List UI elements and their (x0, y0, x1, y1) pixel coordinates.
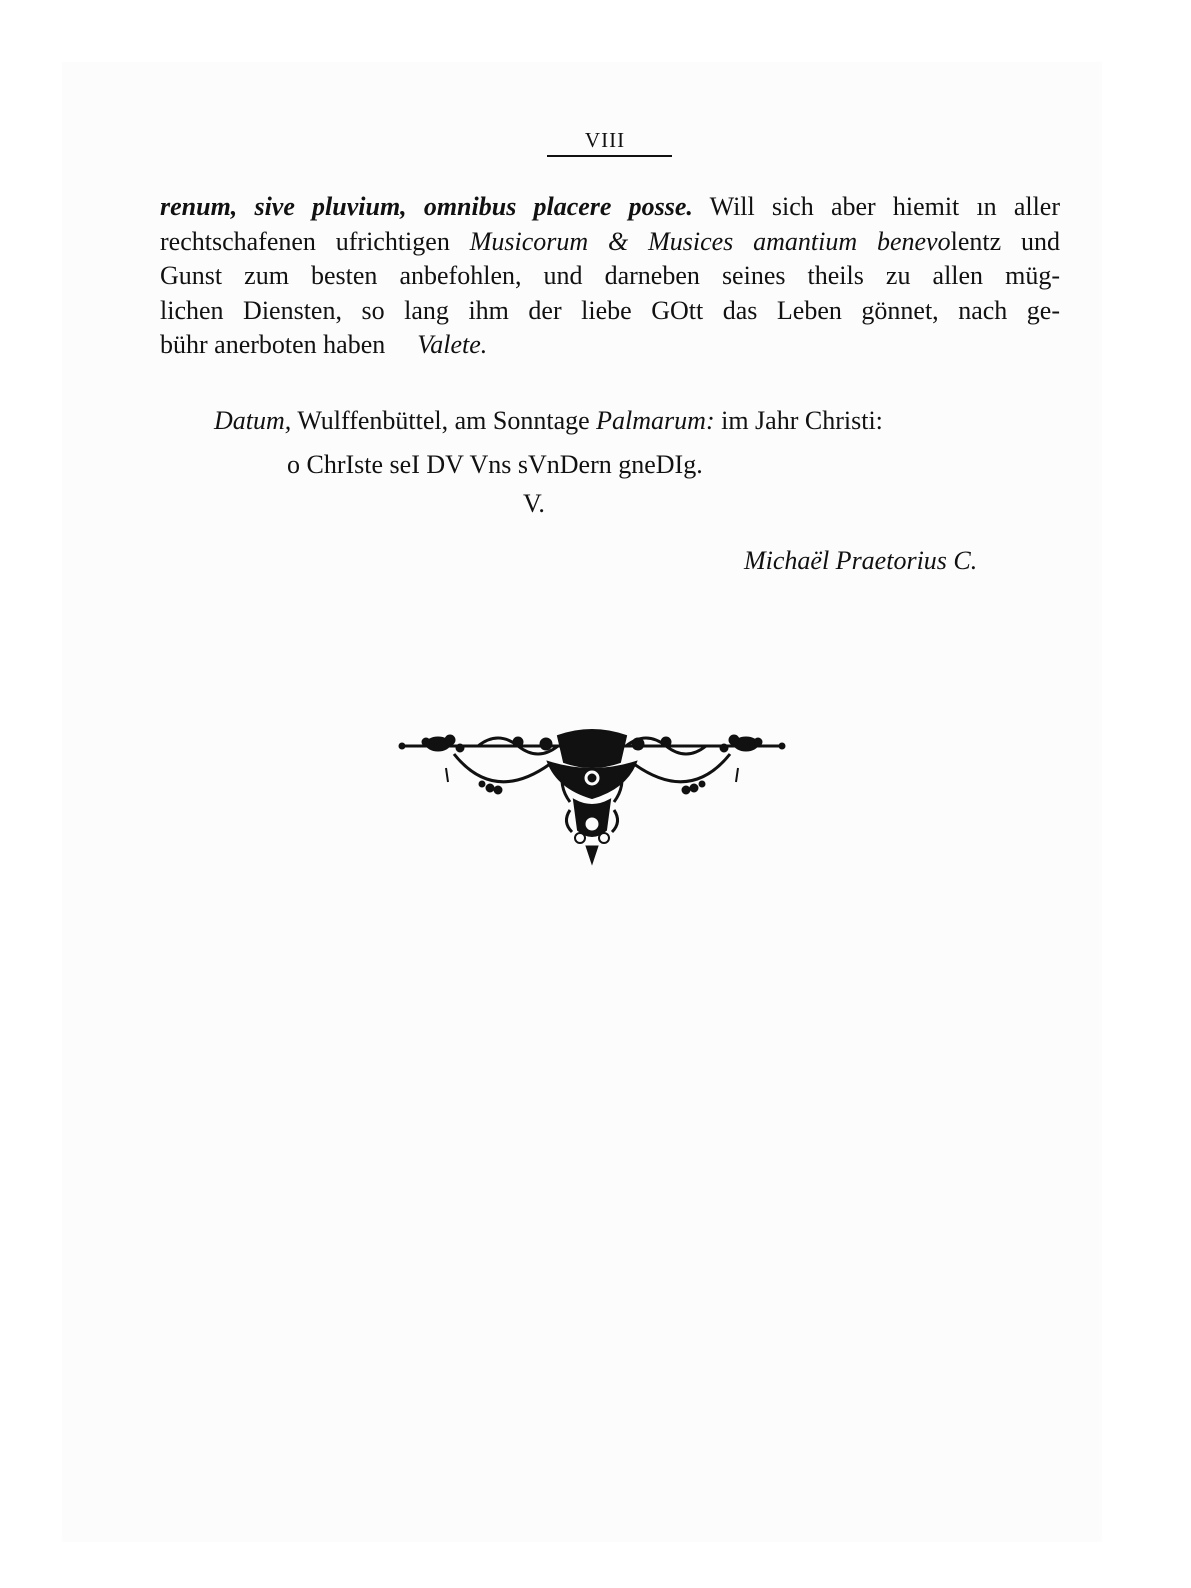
latin-phrase (470, 227, 951, 256)
datum-line (214, 406, 883, 436)
floral-vignette-ornament-icon (398, 728, 786, 868)
page-number: VIII (584, 128, 626, 152)
paragraph-line-4: lichen Diensten, so lang ihm der liebe GOtt das Leben gönnet, nach ge- (160, 295, 1060, 325)
initial-v: V. (523, 489, 545, 518)
year-phrase: im Jahr Christi: (721, 406, 883, 435)
latin-phrase: renum, sive pluvium, omnibus placere posse. (160, 192, 693, 221)
latin-phrase-text: Musicorum & Musices amantium benevo (469, 226, 951, 256)
line-text: bühr anerboten haben (160, 330, 386, 359)
header-rule (547, 155, 672, 157)
valete: Valete. (417, 330, 488, 359)
place-text: Wulffenbüttel, am Sonntage (297, 406, 590, 435)
signature: Michaël Praetorius C. (744, 546, 978, 575)
line-text: Will sich aber hiemit ın aller (709, 192, 1061, 221)
datum-word: Datum, (214, 406, 292, 435)
line-text: rechtschafenen ufrichtigen (160, 226, 450, 256)
preface-paragraph (160, 190, 1060, 363)
palmarum-word: Palmarum: (596, 406, 715, 435)
paragraph-line-2 (160, 225, 1060, 260)
paragraph-line-5 (160, 328, 1060, 363)
paragraph-line-1 (160, 190, 1060, 225)
chronogram-line: o ChrIste seI DV Vns sVnDern gneDIg. (287, 450, 703, 479)
paragraph-line-3: Gunst zum besten anbefohlen, und darneben seines theils zu allen müg- (160, 261, 1060, 290)
line-text-suffix: lentz und (950, 226, 1060, 256)
